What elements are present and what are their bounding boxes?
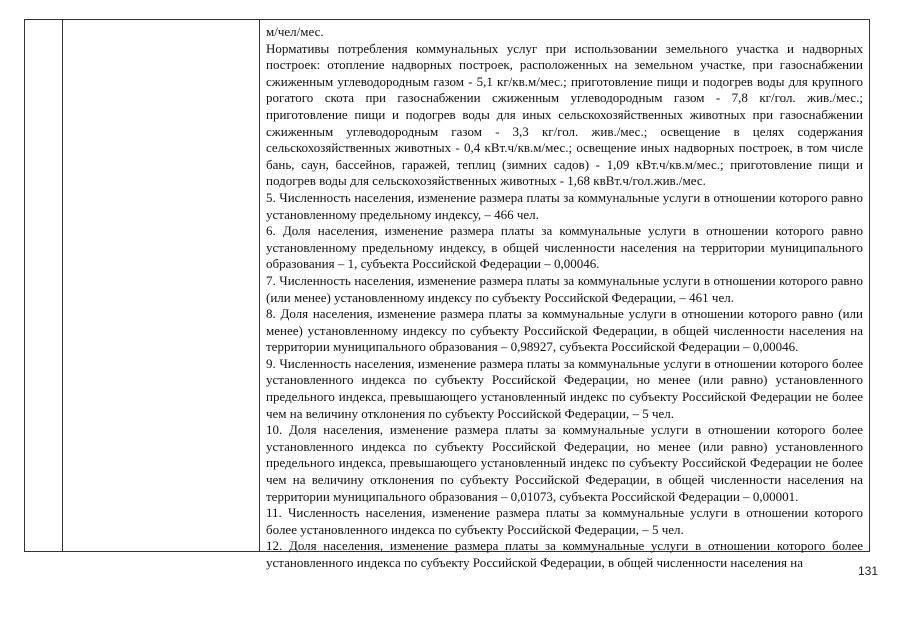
paragraph-7: 7. Численность населения, изменение размера платы за коммунальные услуги в отношении которого равно (или менее) установленному индексу по субъекту Российской Федерации, – 461 чел. bbox=[266, 272, 863, 305]
paragraph-10: 10. Доля населения, изменение размера платы за коммунальные услуги в отношении которого более установленного индекса по субъекту Российской Федерации, но менее (или равно) установленного предельного индекса, превышающего установленный индекс по субъекту Российской Федерации не более чем на величину отклонения по субъекту Российской Федерации, в общей численности населения на территории муниципального образования – 0,01073, субъекта Российской Федерации – 0,00001. bbox=[266, 422, 863, 504]
table-column-name bbox=[63, 20, 260, 551]
paragraph-12: 12. Доля населения, изменение размера платы за коммунальные услуги в отношении которого более установленного индекса по субъекту Российской Федерации, в общей численности населения на bbox=[266, 538, 863, 570]
paragraph-8: 8. Доля населения, изменение размера платы за коммунальные услуги в отношении которого равно (или менее) установленному индексу по субъекту Российской Федерации, в общей численности населения на территории муниципального образования – 0,98927, субъекта Российской Федерации – 0,00046. bbox=[266, 306, 863, 355]
table-column-number bbox=[25, 20, 63, 551]
document-table bbox=[24, 19, 870, 570]
continuation-text: м/чел/мес. bbox=[266, 24, 324, 39]
page-number: 131 bbox=[857, 564, 878, 578]
paragraph-11: 11. Численность населения, изменение размера платы за коммунальные услуги в отношении которого более установленного индекса по субъекту Российской Федерации, – 5 чел. bbox=[266, 505, 863, 537]
paragraph-5: 5. Численность населения, изменение размера платы за коммунальные услуги в отношении которого равно установленному предельному индексу, – 466 чел. bbox=[266, 189, 863, 222]
paragraph-6: 6. Доля населения, изменение размера платы за коммунальные услуги в отношении которого равно установленному предельному индексу, в общей численности населения на территории муниципального образования – 1, субъекта Российской Федерации – 0,00046. bbox=[266, 223, 863, 272]
paragraph-norms: Нормативы потребления коммунальных услуг при использовании земельного участка и надворных построек: отопление надворных построек, расположенных на земельном участке, при газоснабжении сжиженным углеводородным газом - 5,1 кг/кв.м/мес.; приготовление пищи и подогрев воды для крупного рогатого скота при газоснабжении сжиженным углеводородным газом - 7,8 кг/гол. жив./мес.; приготовление пищи и подогрев воды для иных сельскохозяйственных животных при газоснабжении сжиженным углеводородным газом - 3,3 кг/гол. жив./мес.; освещение в целях содержания сельскохозяйственных животных - 0,4 кВт.ч/кв.м/мес.; освещение иных надворных построек, в том числе бань, саун, бассейнов, гаражей, теплиц (зимних садов) - 1,09 кВт.ч/кв.м/мес.; приготовление пищи и подогрев воды для сельскохозяйственных животных - 1,68 квВт.ч/гол.жив./мес. bbox=[266, 40, 863, 189]
paragraph-9: 9. Численность населения, изменение размера платы за коммунальные услуги в отношении которого более установленного индекса по субъекту Российской Федерации, но менее (или равно) установленного предельного индекса, превышающего установленный индекс по субъекту Российской Федерации не более чем на величину отклонения по субъекту Российской Федерации, – 5 чел. bbox=[266, 355, 863, 421]
table-column-content bbox=[260, 20, 869, 570]
